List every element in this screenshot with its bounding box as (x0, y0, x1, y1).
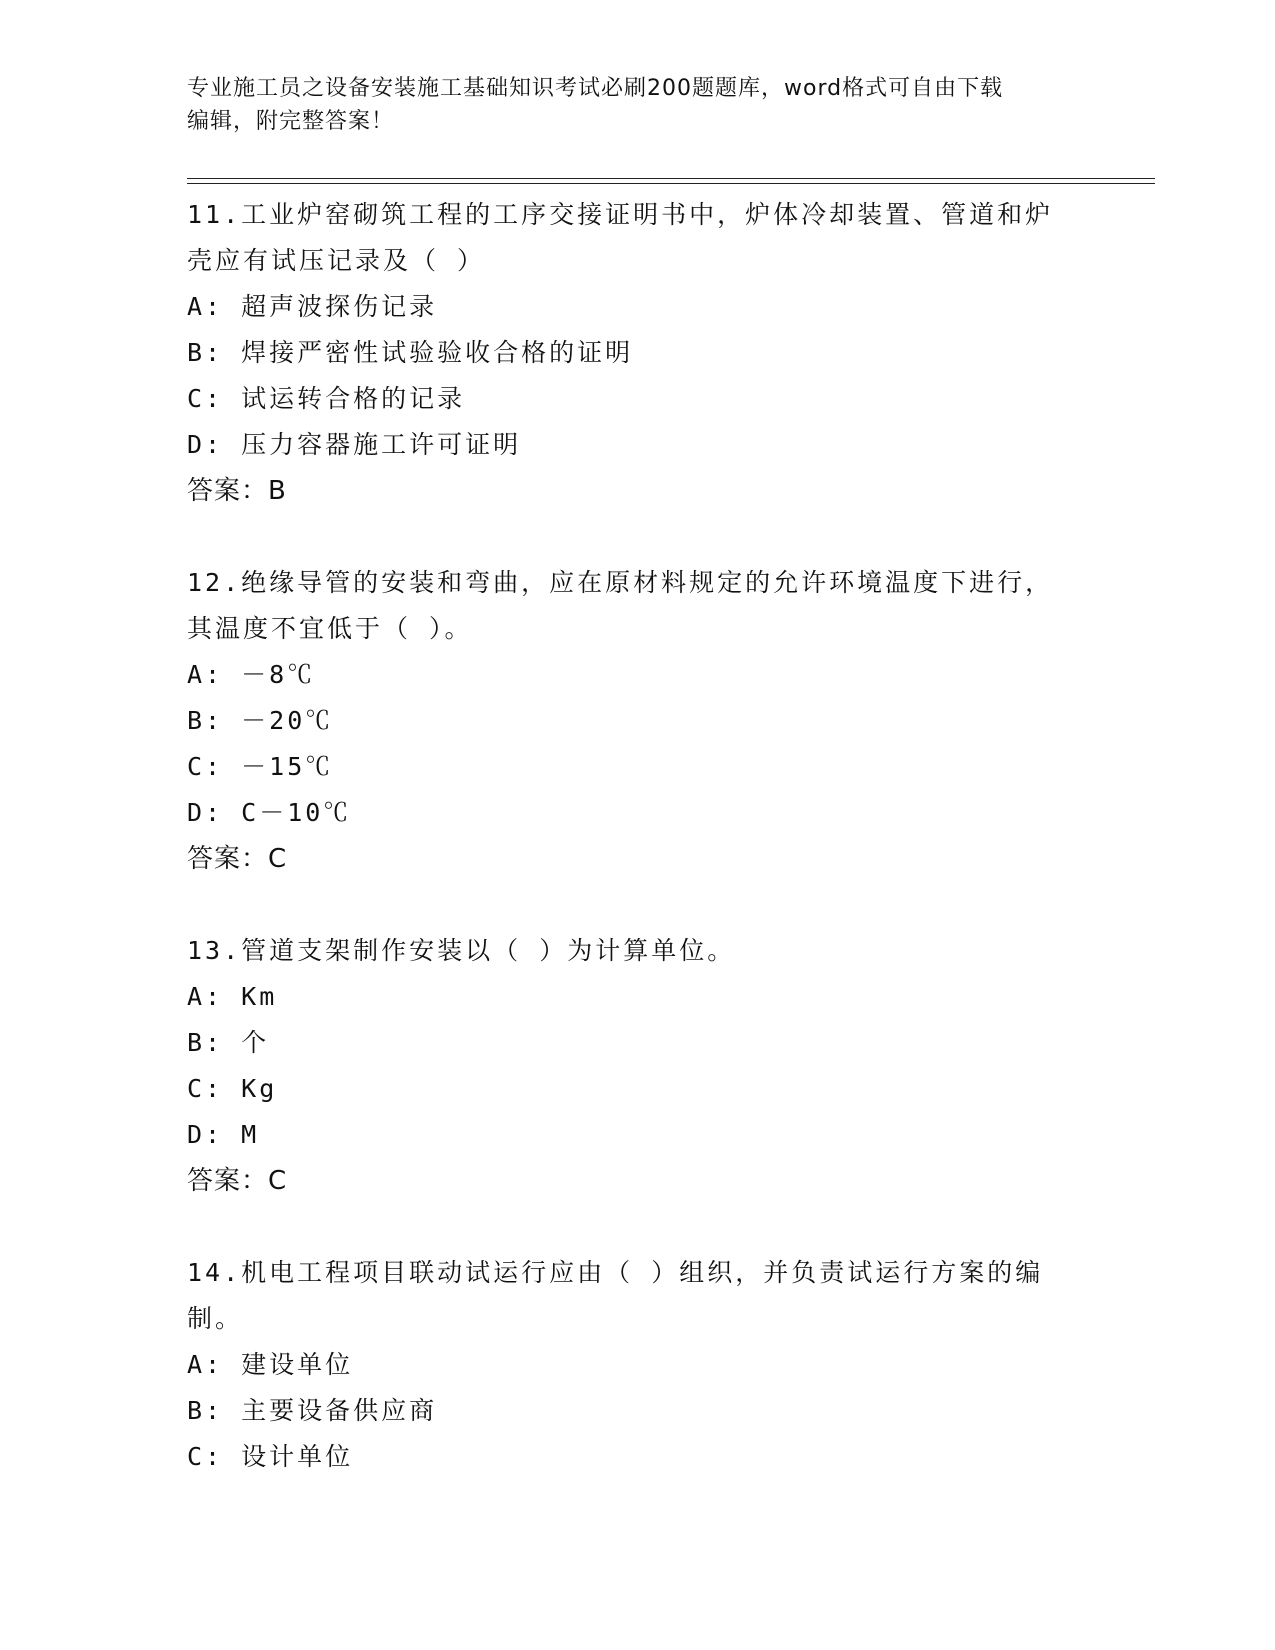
header-divider-top (187, 178, 1155, 179)
question-12 (187, 560, 1087, 882)
answer-label: 答案：C (187, 844, 288, 874)
header-line-2: 编辑，附完整答案！ (187, 109, 395, 134)
header-divider-bottom (187, 183, 1155, 184)
question-14 (187, 1250, 1087, 1480)
question-stem-line: 制。 (187, 1304, 244, 1333)
question-stem-line: 11.工业炉窑砌筑工程的工序交接证明书中，炉体冷却装置、管道和炉 (187, 200, 1054, 229)
header-line-1: 专业施工员之设备安装施工基础知识考试必刷200题题库，word格式可自由下载 (187, 76, 1004, 101)
option-d: D: C－10℃ (187, 798, 352, 827)
question-stem-line: 12.绝缘导管的安装和弯曲，应在原材料规定的允许环境温度下进行， (187, 568, 1054, 597)
option-b: B: 个 (187, 1028, 270, 1057)
option-b: B: －20℃ (187, 706, 334, 735)
answer-label: 答案：B (187, 476, 287, 506)
question-list (187, 192, 1087, 1480)
document-header (187, 72, 1067, 138)
option-d: D: M (187, 1120, 260, 1149)
answer-label: 答案：C (187, 1166, 288, 1196)
option-a: A: 超声波探伤记录 (187, 292, 438, 321)
option-c: C: Kg (187, 1074, 278, 1103)
option-a: A: 建设单位 (187, 1350, 354, 1379)
option-d: D: 压力容器施工许可证明 (187, 430, 522, 459)
option-b: B: 主要设备供应商 (187, 1396, 438, 1425)
option-c: C: 试运转合格的记录 (187, 384, 466, 413)
question-stem-line: 壳应有试压记录及（ ） (187, 246, 486, 275)
option-a: A: －8℃ (187, 660, 316, 689)
option-c: C: －15℃ (187, 752, 334, 781)
spacer (187, 882, 1087, 928)
option-c: C: 设计单位 (187, 1442, 354, 1471)
option-b: B: 焊接严密性试验验收合格的证明 (187, 338, 634, 367)
option-a: A: Km (187, 982, 278, 1011)
question-stem-line: 其温度不宜低于（ ）。 (187, 614, 473, 643)
question-11 (187, 192, 1087, 514)
question-stem-line: 14.机电工程项目联动试运行应由（ ）组织，并负责试运行方案的编 (187, 1258, 1044, 1287)
question-stem-line: 13.管道支架制作安装以（ ）为计算单位。 (187, 936, 736, 965)
question-13 (187, 928, 1087, 1204)
spacer (187, 1204, 1087, 1250)
spacer (187, 514, 1087, 560)
